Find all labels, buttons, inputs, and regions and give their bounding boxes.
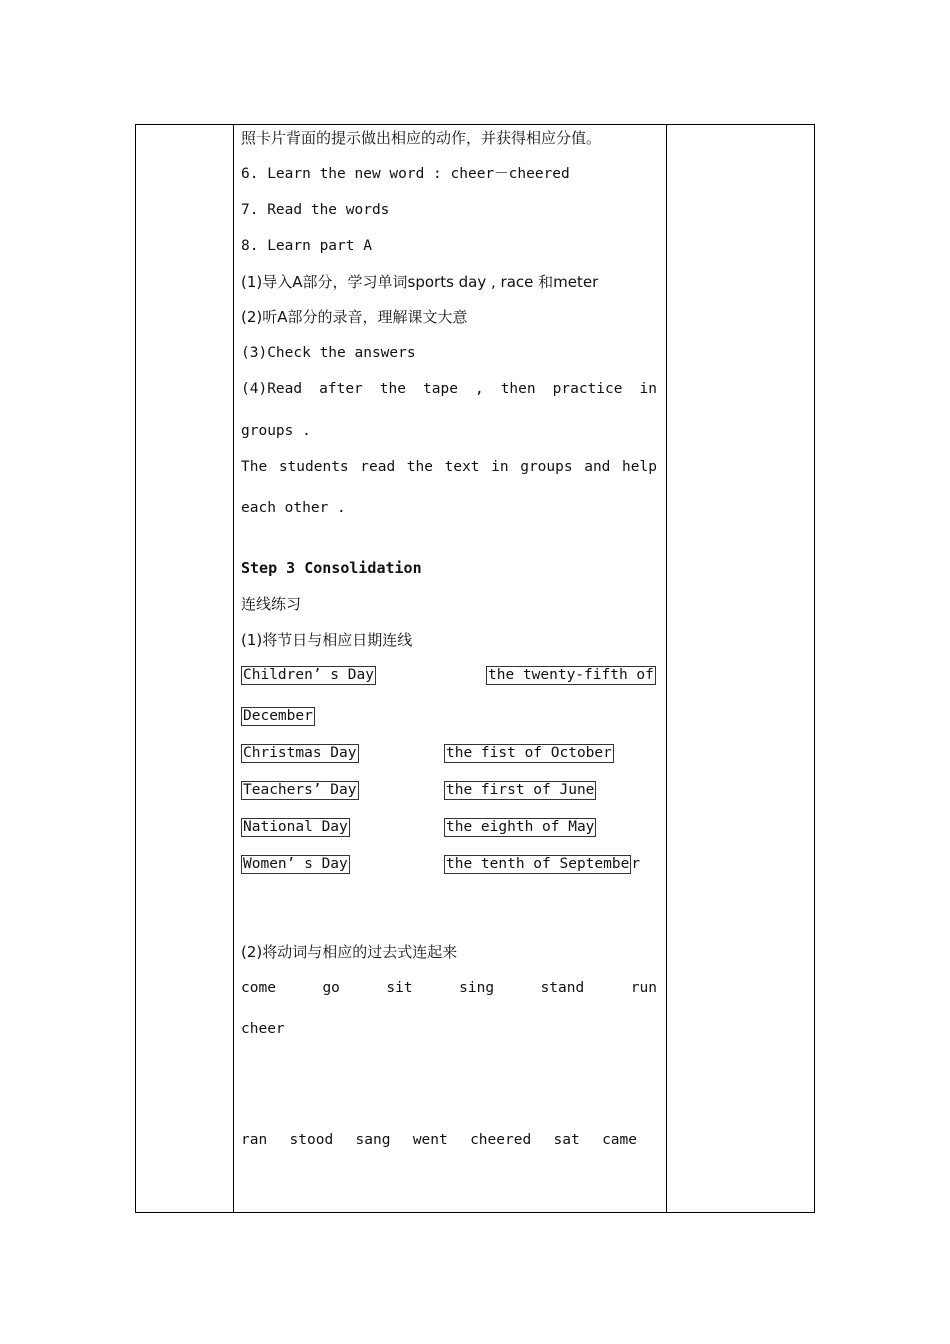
text-line: 照卡片背面的提示做出相应的动作，并获得相应分值。 — [241, 129, 602, 147]
past-form: sat — [553, 1132, 580, 1148]
word: tape — [423, 381, 458, 397]
verb: sit — [386, 980, 413, 996]
verb-row — [241, 978, 657, 998]
word: in — [639, 381, 657, 397]
word: , — [474, 381, 484, 397]
word: then — [500, 381, 536, 397]
festival-date: the fist of October — [446, 745, 612, 761]
festival-date: the eighth of May — [446, 819, 595, 835]
word: the — [379, 381, 406, 397]
word: groups — [520, 459, 573, 475]
word: practice — [552, 381, 623, 397]
verb: stand — [540, 980, 585, 996]
word: text — [444, 459, 480, 475]
festival-date: the first of June — [446, 782, 595, 798]
verb: go — [322, 980, 340, 996]
text-line: 6. Learn the new word : cheer－cheered — [241, 166, 570, 182]
word: after — [319, 381, 363, 397]
word: and — [584, 459, 611, 475]
text-line-justified — [241, 379, 657, 399]
verb: run — [630, 980, 657, 996]
festival-name: Children’ s Day — [243, 667, 374, 683]
text-line-justified — [241, 457, 657, 477]
exercise-title: 连线练习 — [241, 595, 302, 613]
match-row — [241, 855, 659, 877]
column-divider-2 — [666, 125, 667, 1212]
text-line: 7. Read the words — [241, 202, 390, 218]
text-line: (2)听A部分的录音，理解课文大意 — [241, 308, 468, 326]
festival-name: Women’ s Day — [243, 856, 348, 872]
verb: cheer — [241, 1021, 285, 1037]
word: (4)Read — [241, 381, 303, 397]
festival-date: the tenth of Septembe r — [446, 856, 641, 872]
festival-date: the twenty-fifth of — [486, 666, 656, 685]
exercise-sub-title: (2)将动词与相应的过去式连起来 — [241, 943, 458, 961]
text-line: (3)Check the answers — [241, 345, 416, 361]
match-row — [241, 666, 659, 688]
verb: sing — [459, 980, 495, 996]
word: students — [278, 459, 349, 475]
column-divider-1 — [233, 125, 234, 1212]
past-form: came — [602, 1132, 637, 1148]
word: in — [491, 459, 509, 475]
match-row — [241, 707, 659, 729]
past-form: cheered — [470, 1132, 532, 1148]
word: help — [622, 459, 657, 475]
past-form-row — [241, 1130, 637, 1150]
word: read — [360, 459, 396, 475]
festival-name: National Day — [243, 819, 348, 835]
past-form: ran — [241, 1132, 268, 1148]
past-form: stood — [289, 1132, 334, 1148]
festival-date-continued: December — [243, 708, 313, 724]
text-line: 8. Learn part A — [241, 238, 372, 254]
match-row — [241, 818, 659, 840]
verb: come — [241, 980, 276, 996]
text-line: each other . — [241, 500, 346, 516]
exercise-sub-title: (1)将节日与相应日期连线 — [241, 631, 413, 649]
step-heading: Step 3 Consolidation — [241, 559, 422, 577]
text-line: groups . — [241, 423, 311, 439]
festival-name: Christmas Day — [243, 745, 357, 761]
past-form: went — [412, 1132, 448, 1148]
match-row — [241, 781, 659, 803]
word: the — [406, 459, 433, 475]
word: The — [241, 459, 268, 475]
text-line: (1)导入A部分，学习单词sports day , race 和meter — [241, 273, 599, 291]
match-row — [241, 744, 659, 766]
festival-name: Teachers’ Day — [243, 782, 357, 798]
past-form: sang — [355, 1132, 391, 1148]
